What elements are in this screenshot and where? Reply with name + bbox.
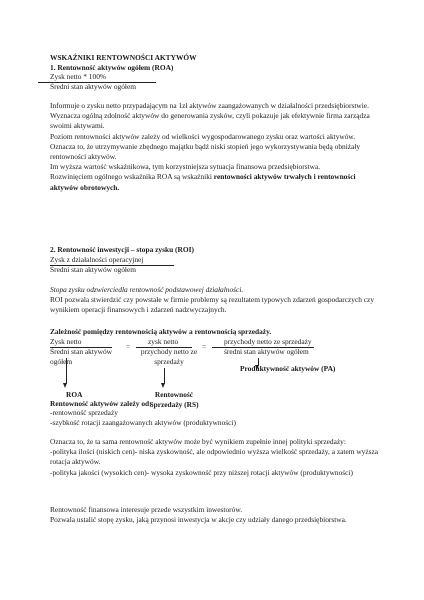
label-roa: ROA — [66, 390, 83, 399]
label-pa: Produktywność aktywów (PA) — [240, 364, 336, 373]
formula-2-denominator: przychody netto ze sprzedaży — [140, 347, 198, 367]
roi-heading: 2. Rentowność inwestycji – stopa zysku (ROI) — [50, 245, 194, 254]
roa-heading: 1. Rentowność aktywów ogółem (ROA) — [50, 63, 174, 72]
formula-1-denominator: Średni stan aktywów ogółem — [50, 347, 112, 367]
roa-paragraph-2: Wyznacza ogólną zdolność aktywów do generowania zysków, czyli pokazuje jak efektywnie firma zarządza swoimi aktywami. — [50, 111, 370, 131]
policy-paragraph-1: Oznacza to, że ta sama rentowność aktywów może być wynikiem zupełnie innej polityki sprzedaży: — [50, 437, 346, 446]
policy-block — [50, 437, 380, 478]
roi-italic-note: Stopa zysku odzwierciedla rentowność podstawowej działalności. — [50, 285, 244, 294]
equals-sign-1: = — [126, 342, 131, 351]
roa-numerator: Zysk netto * 100% — [50, 72, 107, 81]
roi-numerator: Zysk z działalności operacyjnej — [50, 255, 144, 264]
roa-paragraph-3: Poziom rentowności aktywów zależy od wielkości wygospodarowanego zysku oraz wartości aktywów. — [50, 131, 356, 141]
roa-paragraph-6-text: Rozwinięciem ogólnego wskaźnika ROA są wskaźniki — [50, 172, 214, 182]
equals-sign-2: = — [202, 342, 207, 351]
arrow-rs-shaft — [164, 368, 165, 384]
closing-paragraph-2: Pozwala ustalić stopę zysku, jaką przynosi inwestycja w akcje czy udziały danego przedsiębiorstwa. — [50, 515, 347, 525]
depends-heading: Rentowność aktywów zależy od: — [50, 399, 152, 408]
policy-paragraph-2: -polityka ilości (niskich cen)- niska zyskowność, ale odpowiednio wyższa wielkość sprzedaży, a zatem wyższa rotacja aktywów. — [50, 447, 379, 467]
depends-item-2: -szybkość rotacji zaangażowanych aktywów (produktywności) — [50, 418, 236, 427]
closing-paragraph-1: Rentowność finansowa interesuje przede wszystkim inwestorów. — [50, 505, 243, 514]
label-rs: Rentowność Sprzedaży (RS) — [149, 390, 199, 410]
roa-paragraph-4: Oznacza to, że utrzymywanie zbędnego majątku bądź niski stopień jego wykorzystywania będą obniżały rentowności aktywów. — [50, 141, 361, 162]
roi-denominator: Średni stan aktywów ogółem — [50, 265, 137, 274]
roa-paragraph-1: Informuje o zysku netto przypadającym na 1zł aktywów zaangażowanych w działalności przedsiębiorstwie. — [50, 101, 369, 110]
formula-3-numerator: przychody netto ze sprzedaży — [224, 337, 312, 346]
document-title: WSKAŹNIKI RENTOWNOŚCI AKTYWÓW — [50, 53, 197, 62]
depends-item-1: -rentowność sprzedaży — [50, 408, 118, 417]
roi-paragraph: ROI pozwala stwierdzić czy powstałe w firmie problemy są rezultatem typowych zdarzeń gospodarczych czy wynikiem operacji finansowych i zdarzeń nadzwyczajnych. — [50, 295, 375, 315]
roa-denominator: Średni stan aktywów ogółem — [50, 82, 137, 91]
arrow-rs-head — [161, 383, 165, 388]
roa-paragraph-6 — [50, 172, 380, 192]
roa-paragraph-5: Im wyższa wartość wskaźnikowa, tym korzystniejsza sytuacja finansowa przedsiębiorstwa. — [50, 162, 321, 172]
roa-paragraph-6-bold: rentowności aktywów trwałych i rentowności aktywów obrotowych. — [50, 172, 356, 192]
closing-block — [50, 505, 380, 525]
arrow-roa-shaft — [66, 358, 67, 384]
relation-heading: Zależność pomiędzy rentownością aktywów a rentownością sprzedaży. — [50, 327, 272, 336]
roa-description — [50, 101, 380, 193]
policy-paragraph-3: -polityka jakości (wysokich cen)- wysoka zyskowność przy niższej rotacji aktywów (produktywności) — [50, 467, 353, 477]
formula-3-denominator: średni stan aktywów ogółem — [224, 347, 309, 356]
formula-1-numerator: Zysk netto — [50, 337, 82, 346]
formula-2-numerator: zysk netto — [148, 337, 179, 346]
arrow-roa-head — [63, 383, 67, 388]
